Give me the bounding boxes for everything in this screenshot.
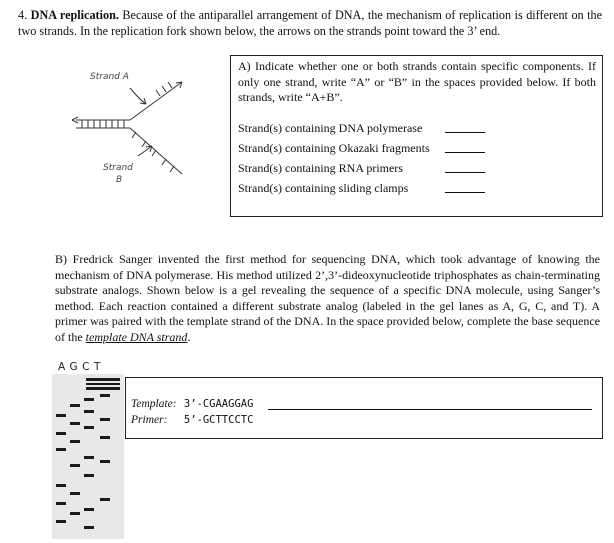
part-b-body: B) Fredrick Sanger invented the first method for sequencing DNA, which took advantage of knowing the mechanism of DNA polymerase. His method utilized 2’,3’-dideoxynucleotide triphosphates as chain-terminating substrate analogs. Shown below is a gel revealing the sequence of a specific DNA molecule, using Sanger’s method. Each reaction contained a different substrate analog (labeled in the gel lanes as A, G, C, and T). A primer was paired with the template strand of the DNA. In the space provided below, complete the base sequence of the — [55, 252, 600, 344]
answer-blank[interactable] — [445, 172, 485, 173]
part-b-text — [55, 252, 600, 346]
gel-lane-labels — [58, 361, 105, 373]
part-b-end: . — [187, 329, 191, 344]
answer-blank[interactable] — [445, 152, 485, 153]
gel-lane-label: G — [69, 361, 83, 373]
question-header — [18, 7, 602, 39]
answer-blank[interactable] — [445, 132, 485, 133]
replication-fork-figure — [60, 62, 230, 197]
gel-lane-label: T — [93, 361, 105, 373]
sequencing-gel-image — [52, 374, 124, 539]
part-b-underlined: template DNA strand — [85, 329, 188, 344]
template-answer-line[interactable] — [268, 409, 592, 410]
part-a-box — [230, 55, 603, 217]
part-a-instructions: A) Indicate whether one or both strands contain specific components. If only one strand, write “A” or “B” in the spaces provided below. If both strands, write “A+B”. — [238, 59, 596, 104]
strand-a-line — [130, 82, 182, 120]
part-a-items — [238, 118, 596, 198]
template-row — [131, 397, 253, 412]
part-a-item — [238, 158, 596, 178]
question-intro: Because of the antiparallel arrangement of DNA, the mechanism of replication is different on the two strands. In the replication fork shown below, the arrows on the strands point toward the 3’ end. — [18, 8, 603, 38]
item-label: Strand(s) containing sliding clamps — [238, 181, 409, 195]
gel-lane-label: A — [58, 361, 70, 373]
part-a-item — [238, 178, 596, 198]
item-label: Strand(s) containing Okazaki fragments — [238, 141, 430, 155]
primer-label: Primer: — [131, 414, 168, 426]
part-a-item — [238, 118, 596, 138]
primer-row — [131, 413, 253, 428]
strand-b-letter: B — [116, 175, 123, 185]
strand-a-label: Strand A — [90, 72, 129, 82]
primer-sequence: 5’-GCTTCCTC — [183, 414, 254, 426]
parental-duplex — [72, 117, 130, 128]
gel-lane-label: C — [82, 361, 94, 373]
part-a-item — [238, 138, 596, 158]
template-label: Template: — [131, 398, 177, 410]
strand-b-label: Strand — [103, 163, 133, 173]
strand-b-line — [130, 128, 182, 174]
template-sequence: 3’-CGAAGGAG — [183, 398, 254, 410]
sequence-answer-box — [125, 377, 603, 439]
question-title: DNA replication. — [30, 8, 119, 22]
item-label: Strand(s) containing RNA primers — [238, 161, 403, 175]
strand-a-pointer-arrow — [130, 88, 146, 104]
item-label: Strand(s) containing DNA polymerase — [238, 121, 423, 135]
question-number: 4. — [18, 8, 28, 22]
answer-blank[interactable] — [445, 192, 485, 193]
